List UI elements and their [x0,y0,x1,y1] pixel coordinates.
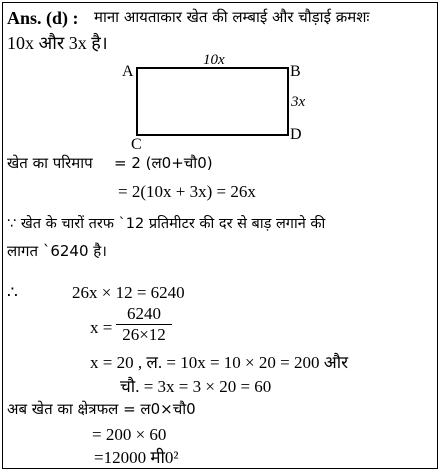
given-line-2: लागत `6240 है। [7,242,107,260]
fraction-denominator: 26×12 [116,324,172,345]
equation-1: 26x × 12 = 6240 [72,283,185,302]
therefore-symbol: ∴ [7,283,18,302]
header-line-2: 10x और 3x है। [7,33,108,53]
label-width: 3x [291,94,306,110]
corner-b: B [290,63,301,80]
rectangle-diagram [0,0,441,160]
area-calc: = 200 × 60 [92,425,167,444]
header-line-1: माना आयताकार खेत की लम्बाई और चौड़ाई क्रमशः [94,8,370,26]
answer-label: Ans. (d) : [7,8,79,28]
label-length: 10x [203,52,225,68]
perimeter-label: खेत का परिमाप [7,154,93,172]
corner-c: C [131,136,142,153]
perimeter-calc: = 2(10x + 3x) = 26x [118,182,256,201]
perimeter-formula: = 2 (ल0+चौ0) [114,154,213,172]
corner-d: D [290,126,302,143]
corner-a: A [122,63,134,80]
fraction-numerator: 6240 [127,304,161,323]
area-result: =12000 मी0² [94,448,179,467]
field-rectangle [137,68,288,135]
width-value-line: चौ. = 3x = 3 × 20 = 60 [120,377,272,396]
fraction [116,304,172,345]
area-label: अब खेत का क्षेत्रफल = ल0×चौ0 [7,400,196,418]
x-equals: x = [90,318,113,337]
given-line-1: ∵ खेत के चारों तरफ `12 प्रतिमीटर की दर से बाड़ लगाने की [7,216,326,232]
x-value-line: x = 20 , ल. = 10x = 10 × 20 = 200 और [90,353,349,372]
